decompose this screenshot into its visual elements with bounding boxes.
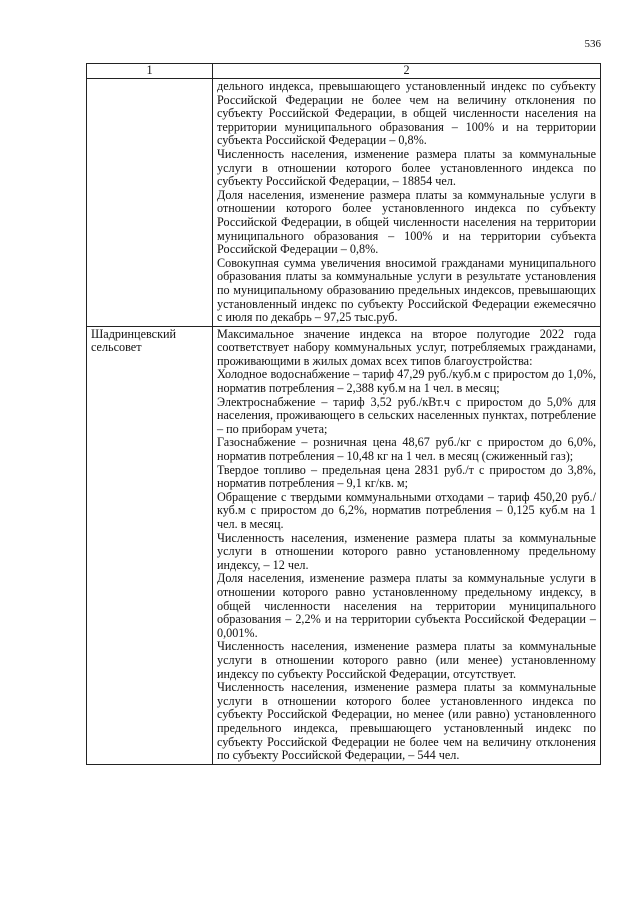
document-table bbox=[86, 63, 601, 765]
paragraph: Доля населения, изменение размера платы за коммунальные услуги в отношении которого равно установленному предельному индексу, в общей численности населения на территории муниципального образования – 2,2% и на территории субъекта Российской Федерации – 0,001%. bbox=[217, 571, 596, 640]
paragraph: Обращение с твердыми коммунальными отходами – тариф 450,20 руб./куб.м с приростом до 6,2%, норматив потребления – 0,125 куб.м на 1 чел. в месяц. bbox=[217, 489, 596, 531]
description-cell bbox=[213, 79, 601, 327]
column-header-1: 1 bbox=[87, 64, 213, 79]
paragraph: Холодное водоснабжение – тариф 47,29 руб./куб.м с приростом до 1,0%, норматив потребления – 2,388 куб.м на 1 чел. в месяц; bbox=[217, 367, 596, 396]
description-cell bbox=[213, 326, 601, 764]
column-header-2: 2 bbox=[213, 64, 601, 79]
table-row bbox=[87, 326, 601, 764]
paragraph: Численность населения, изменение размера платы за коммунальные услуги в отношении которого равно (или менее) установленному индексу по субъекту Российской Федерации, отсутствует. bbox=[217, 639, 596, 681]
municipality-name-cell bbox=[87, 326, 213, 764]
paragraph: Численность населения, изменение размера платы за коммунальные услуги в отношении которого равно установленному предельному индексу, – 12 чел. bbox=[217, 530, 596, 572]
municipality-name-line: сельсовет bbox=[91, 340, 142, 355]
table-row bbox=[87, 79, 601, 327]
paragraph: Максимальное значение индекса на второе полугодие 2022 года соответствует набору коммунальных услуг, потребляемых гражданами, проживающими в жилых домах всех типов благоустройства: bbox=[217, 326, 596, 368]
paragraph: Газоснабжение – розничная цена 48,67 руб./кг с приростом до 6,0%, норматив потребления – 10,48 кг на 1 чел. в месяц (сжиженный газ); bbox=[217, 435, 596, 464]
paragraph: Численность населения, изменение размера платы за коммунальные услуги в отношении которого более установленного индекса по субъекту Российской Федерации, но менее (или равно) установленного предельного индекса, превышающего установленный индекс по субъекту Российской Федерации не более чем на величину отклонения по субъекту Российской Федерации, – 544 чел. bbox=[217, 680, 596, 763]
paragraph: Твердое топливо – предельная цена 2831 руб./т с приростом до 3,8%, норматив потребления – 9,1 кг/кв. м; bbox=[217, 462, 596, 491]
paragraph: дельного индекса, превышающего установленный индекс по субъекту Российской Федерации не более чем на величину отклонения по субъекту Российской Федерации, в общей численности населения на территории муниципального образования – 100% и на территории субъекта Российской Федерации – 0,8%. bbox=[217, 79, 596, 148]
page-number: 536 bbox=[584, 38, 601, 50]
paragraph: Совокупная сумма увеличения вносимой гражданами муниципального образования платы за коммунальные услуги в результате установления по муниципальному образованию предельных индексов, превышающих установленный индекс по субъекту Российской Федерации ежемесячно с июля по декабрь – 97,25 тыс.руб. bbox=[217, 255, 596, 325]
municipality-name-line: Шадринцевский bbox=[91, 326, 177, 341]
table-header-row bbox=[87, 64, 601, 79]
paragraph: Доля населения, изменение размера платы за коммунальные услуги в отношении которого более установленного индекса по субъекту Российской Федерации, в общей численности населения на территории муниципального образования – 100% и на территории субъекта Российской Федерации – 0,8%. bbox=[217, 187, 596, 257]
paragraph: Электроснабжение – тариф 3,52 руб./кВт.ч с приростом до 5,0% для населения, проживающего в сельских населенных пунктах, потребление – по приборам учета; bbox=[217, 394, 596, 436]
paragraph: Численность населения, изменение размера платы за коммунальные услуги в отношении которого более установленного индекса по субъекту Российской Федерации, – 18854 чел. bbox=[217, 146, 596, 189]
municipality-name-cell bbox=[87, 79, 213, 327]
